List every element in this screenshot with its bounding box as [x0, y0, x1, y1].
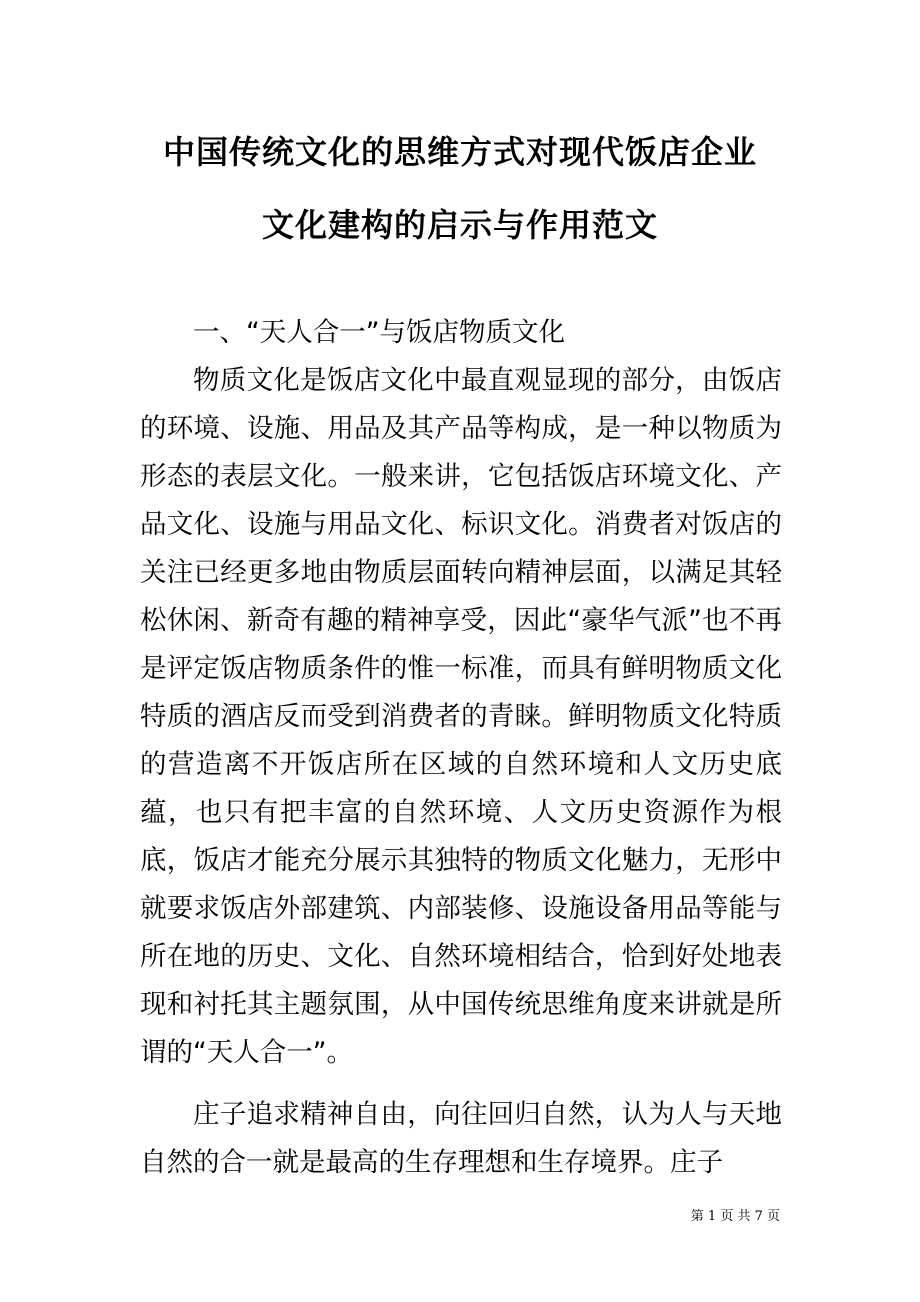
document-body [140, 309, 782, 1187]
section-heading: 一、“天人合一”与饭店物质文化 [193, 317, 565, 348]
paragraph: 庄子追求精神自由，向往回归自然，认为人与天地自然的合一就是最高的生存理想和生存境界。庄子 [140, 1099, 782, 1178]
paragraph: 物质文化是饭店文化中最直观显现的部分，由饭店的环境、设施、用品及其产品等构成，是一种以物质为形态的表层文化。一般来讲，它包括饭店环境文化、产品文化、设施与用品文化、标识文化。消费者对饭店的关注已经更多地由物质层面转向精神层面，以满足其轻松休闲、新奇有趣的精神享受，因此“豪华气派”也不再是评定饭店物质条件的惟一标准，而具有鲜明物质文化特质的酒店反而受到消费者的青睐。鲜明物质文化特质的营造离不开饭店所在区域的自然环境和人文历史底蕴，也只有把丰富的自然环境、人文历史资源作为根底，饭店才能充分展示其独特的物质文化魅力，无形中就要求饭店外部建筑、内部装修、设施设备用品等能与所在地的历史、文化、自然环境相结合，恰到好处地表现和衬托其主题氛围，从中国传统思维角度来讲就是所谓的“天人合一”。 [140, 365, 782, 1068]
document-title-line-2: 文化建构的启示与作用范文 [261, 206, 658, 244]
page-number-footer: 第 1 页 共 7 页 [690, 1209, 780, 1224]
document-title-line-1: 中国传统文化的思维方式对现代饭店企业 [162, 133, 757, 171]
